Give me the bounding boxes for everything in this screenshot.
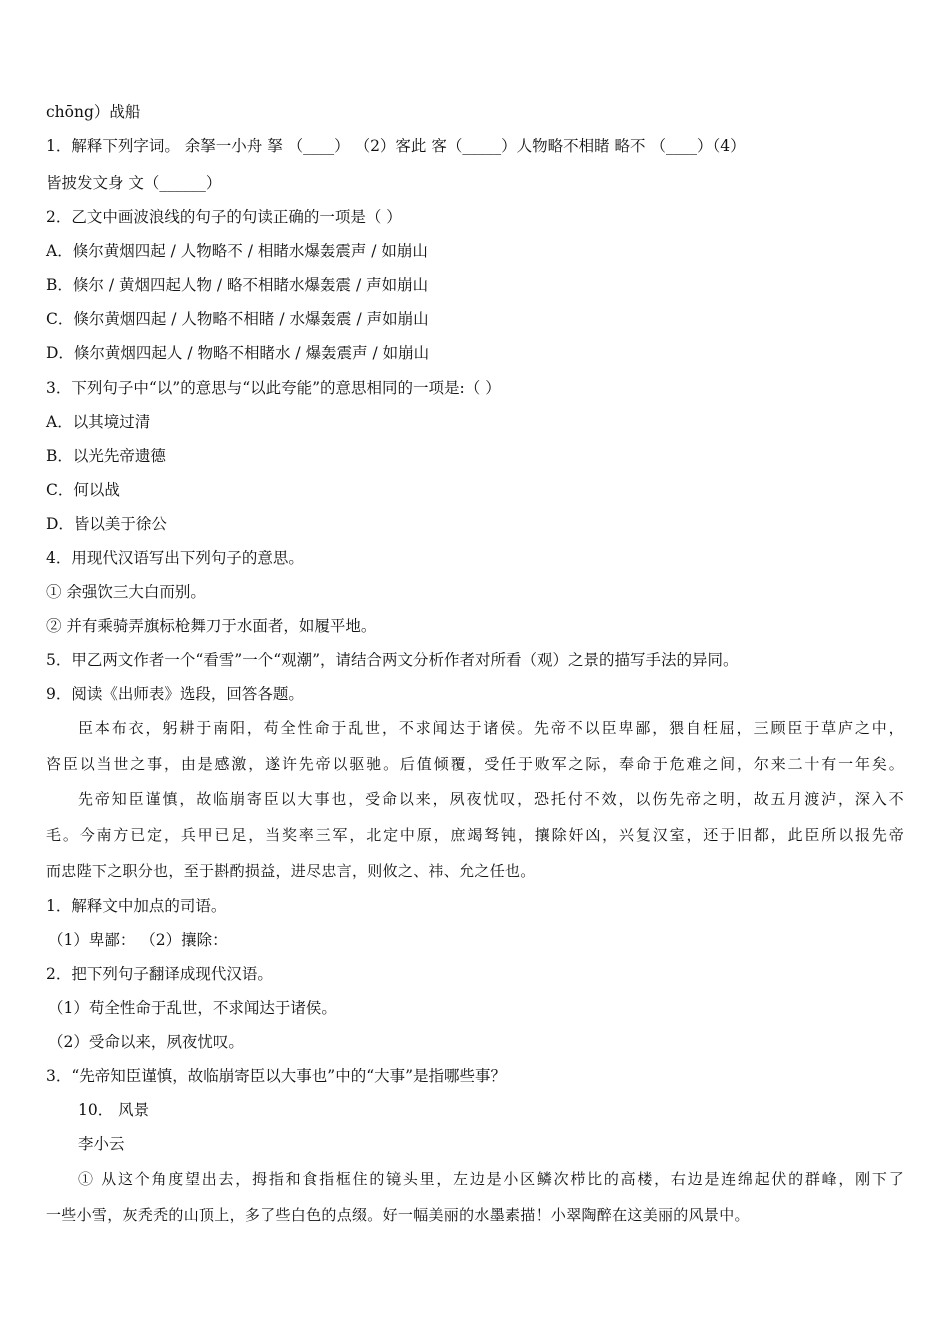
option-a: A．以其境过清 xyxy=(46,413,151,431)
passage-line: 毛。今南方已定，兵甲已足，当奖率三军，北定中原，庶竭驽钝，攘除奸凶，兴复汉室，还于旧都，此臣所以报先帝 xyxy=(46,826,904,844)
option-c: C．倏尔黄烟四起 / 人物略不相睹 / 水爆轰震 / 声如崩山 xyxy=(46,310,429,328)
section-10-heading: 10． 风景 xyxy=(78,1101,150,1119)
question-2: 2．把下列句子翻译成现代汉语。 xyxy=(46,965,273,983)
passage-line: 先帝知臣谨慎，故临崩寄臣以大事也，受命以来，夙夜忧叹，恐托付不效，以伤先帝之明，故五月渡泸，深入不 xyxy=(78,790,904,808)
sentence-1: ① 余强饮三大白而别。 xyxy=(46,583,206,601)
text-line: 皆披发文身 文（______） xyxy=(46,174,222,192)
option-d: D．皆以美于徐公 xyxy=(46,515,167,533)
option-c: C．何以战 xyxy=(46,481,120,499)
sub-question: （2）受命以来，夙夜忧叹。 xyxy=(48,1033,244,1051)
text-line: chōng）战船 xyxy=(46,103,141,121)
option-d: D．倏尔黄烟四起人 / 物略不相睹水 / 爆轰震声 / 如崩山 xyxy=(46,344,430,362)
question-3: 3．“先帝知臣谨慎，故临崩寄臣以大事也”中的“大事”是指哪些事？ xyxy=(46,1067,507,1085)
passage-line: 咨臣以当世之事，由是感激，遂许先帝以驱驰。后值倾覆，受任于败军之际，奉命于危难之间，尔来二十有一年矣。 xyxy=(46,755,904,773)
sentence-2: ② 并有乘骑弄旗标枪舞刀于水面者，如履平地。 xyxy=(46,617,377,635)
section-9-heading: 9．阅读《出师表》选段，回答各题。 xyxy=(46,685,304,703)
sub-question: （1）卑鄙： （2）攘除： xyxy=(48,931,228,949)
question-3: 3．下列句子中“以”的意思与“以此夸能”的意思相同的一项是:（ ） xyxy=(46,379,501,397)
option-b: B．倏尔 / 黄烟四起人物 / 略不相睹水爆轰震 / 声如崩山 xyxy=(46,276,429,294)
question-1: 1．解释下列字词。 余拏一小舟 拏 （____） （2）客此 客（_____）人物略不相睹 略不 （____）（4） xyxy=(46,137,746,155)
question-1: 1．解释文中加点的司语。 xyxy=(46,897,227,915)
option-a: A．倏尔黄烟四起 / 人物略不 / 相睹水爆轰震声 / 如崩山 xyxy=(46,242,428,260)
passage-line: 一些小雪，灰秃秃的山顶上，多了些白色的点缀。好一幅美丽的水墨素描！小翠陶醉在这美丽的风景中。 xyxy=(46,1206,750,1224)
question-4: 4．用现代汉语写出下列句子的意思。 xyxy=(46,549,304,567)
sub-question: （1）苟全性命于乱世，不求闻达于诸侯。 xyxy=(48,999,337,1017)
author-name: 李小云 xyxy=(78,1135,125,1153)
passage-line: ① 从这个角度望出去，拇指和食指框住的镜头里，左边是小区鳞次栉比的高楼，右边是连绵起伏的群峰，刚下了 xyxy=(78,1170,904,1188)
question-2: 2．乙文中画波浪线的句子的句读正确的一项是（ ） xyxy=(46,208,402,226)
question-5: 5．甲乙两文作者一个“看雪”一个“观潮”，请结合两文分析作者对所看（观）之景的描写手法的异同。 xyxy=(46,651,739,669)
passage-line: 臣本布衣，躬耕于南阳，苟全性命于乱世，不求闻达于诸侯。先帝不以臣卑鄙，猥自枉屈，三顾臣于草庐之中， xyxy=(78,719,904,737)
passage-line: 而忠陛下之职分也，至于斟酌损益，进尽忠言，则攸之、祎、允之任也。 xyxy=(46,862,536,880)
option-b: B．以光先帝遗德 xyxy=(46,447,166,465)
